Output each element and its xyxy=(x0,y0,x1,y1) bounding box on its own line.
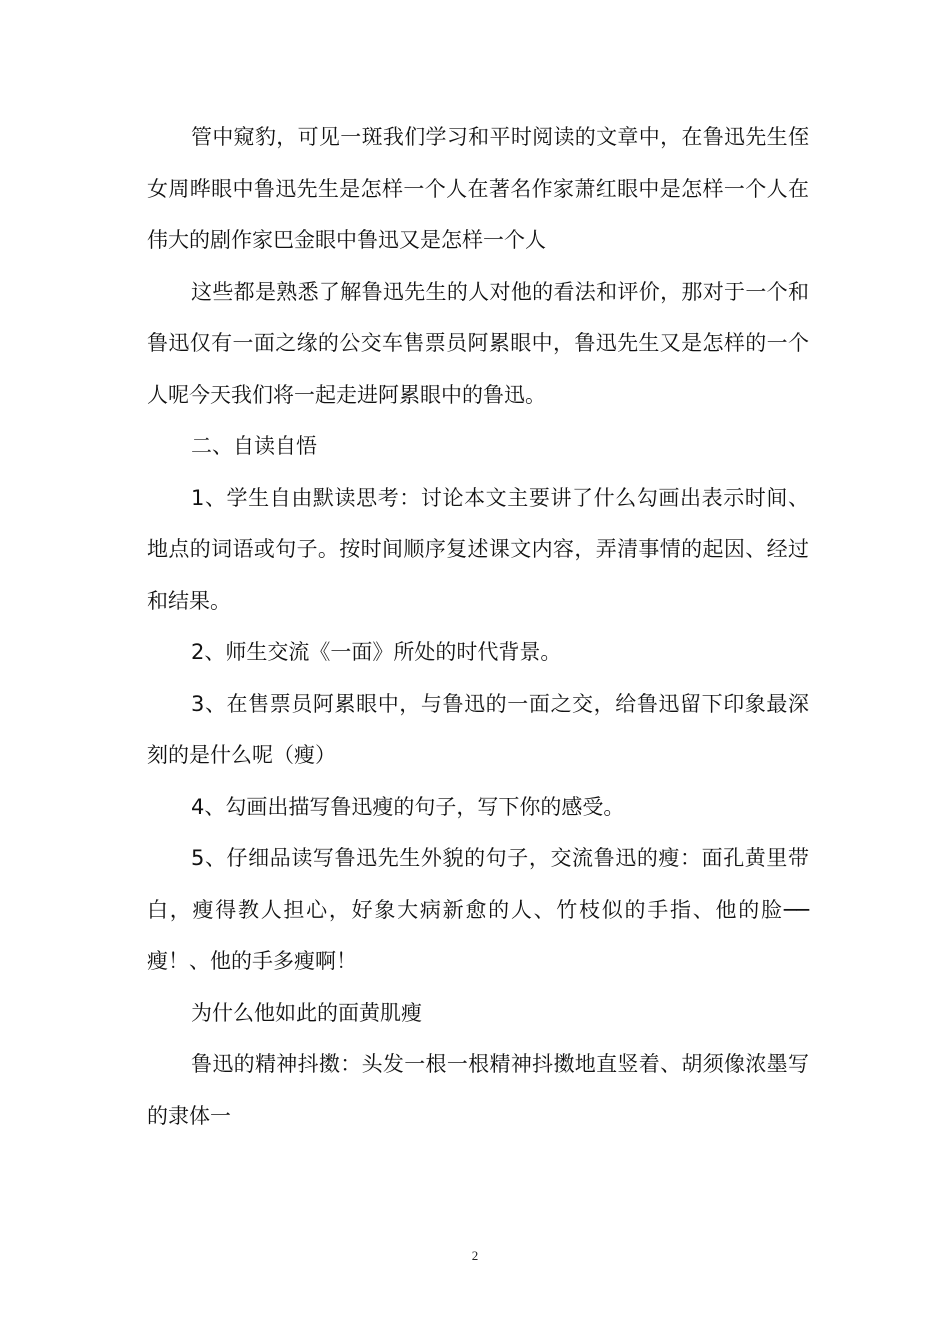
list-item-3: 3、在售票员阿累眼中，与鲁迅的一面之交，给鲁迅留下印象最深刻的是什么呢（瘦） xyxy=(147,691,809,767)
question-paragraph: 为什么他如此的面黄肌瘦 xyxy=(191,1000,422,1025)
spirit-paragraph: 鲁迅的精神抖擞：头发一根一根精神抖擞地直竖着、胡须像浓墨写的隶体一 xyxy=(147,1052,809,1128)
list-item-4: 4、勾画出描写鲁迅瘦的句子，写下你的感受。 xyxy=(191,794,625,819)
paragraph-intro: 管中窥豹，可见一斑我们学习和平时阅读的文章中，在鲁迅先生侄女周晔眼中鲁迅先生是怎样一个人在著名作家萧红眼中是怎样一个人在伟大的剧作家巴金眼中鲁迅又是怎样一个人 xyxy=(147,125,809,252)
page-number: 2 xyxy=(471,1248,479,1263)
list-item-5: 5、仔细品读写鲁迅先生外貌的句子，交流鲁迅的瘦：面孔黄里带白，瘦得教人担心，好象大病新愈的人、竹枝似的手指、他的脸──瘦！、他的手多瘦啊！ xyxy=(147,846,809,973)
paragraph-transition: 这些都是熟悉了解鲁迅先生的人对他的看法和评价，那对于一个和鲁迅仅有一面之缘的公交车售票员阿累眼中，鲁迅先生又是怎样的一个人呢今天我们将一起走进阿累眼中的鲁迅。 xyxy=(147,279,809,407)
section-heading-self-reading: 二、自读自悟 xyxy=(191,434,317,458)
list-item-2: 2、师生交流《一面》所处的时代背景。 xyxy=(191,640,562,664)
document-body xyxy=(147,112,809,1142)
list-item-1: 1、学生自由默读思考：讨论本文主要讲了什么勾画出表示时间、地点的词语或句子。按时间顺序复述课文内容，弄清事情的起因、经过和结果。 xyxy=(147,485,809,613)
